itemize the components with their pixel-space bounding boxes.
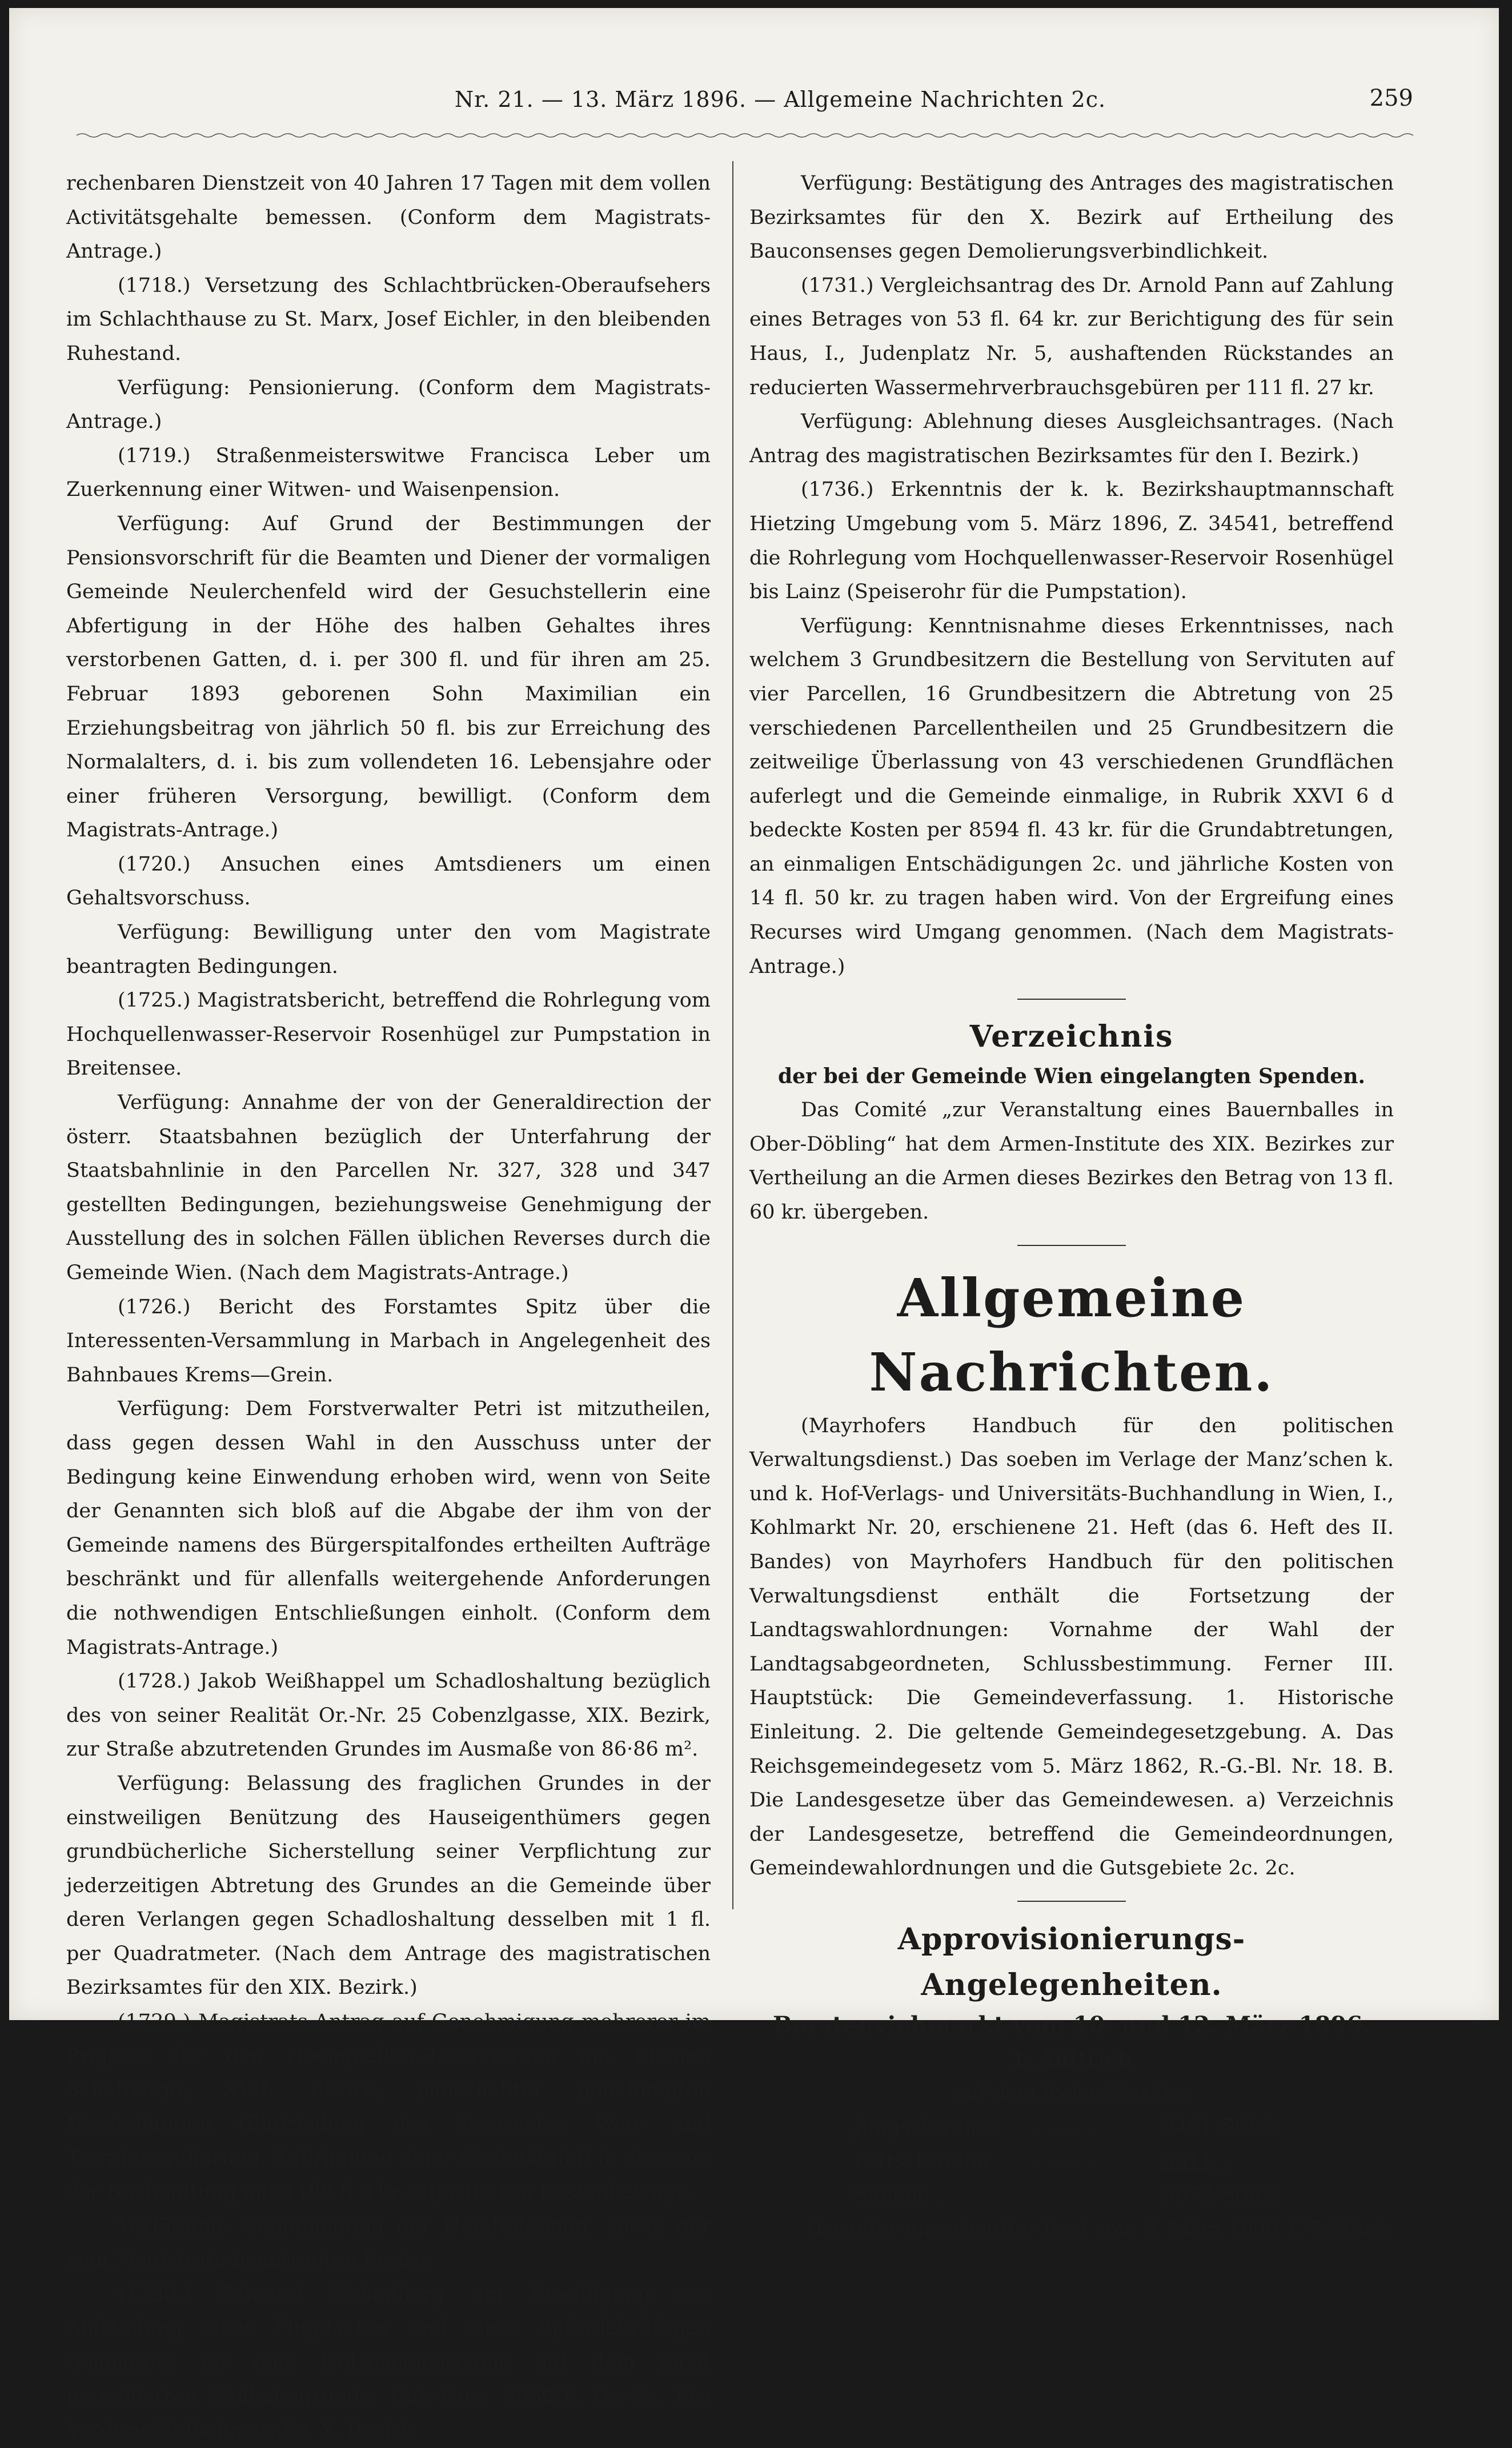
- paragraph: Verfügung: Pensionierung. (Conform dem Magistrats-Antrage.): [66, 376, 711, 434]
- sum-unit: Stück: [1221, 2183, 1280, 2207]
- running-head: Nr. 21. — 13. März 1896. — Allgemeine Nachrichten 2c.: [454, 87, 1106, 112]
- item-unit: Stück: [1221, 2116, 1280, 2139]
- donations-title: Verzeichnis: [969, 1019, 1174, 1055]
- left-column: [66, 167, 711, 2448]
- list-item: [749, 2145, 1394, 2179]
- item-dots: ......: [1036, 2149, 1095, 2173]
- paragraph: rechenbaren Dienstzeit von 40 Jahren 17 Tagen mit dem vollen Activitätsgehalte bemessen. (Conform dem Magistrats-Antrage.): [66, 172, 711, 263]
- paragraph: (1729.) Magistrats-Antrag auf Genehmigung mehrerer im Projecte für den Hochquellen-Reservoirbau am Kleinen Schafberge, XVII. Bezirk, pauschaliter genehmigten Herstellungen (Einfriedung des Reservoirs, Weg- und Terrainregulierung, Anbringung einer Gedenktafel) in dem von der Buchhaltung mit 4480 fl 6 kr. adjustierten Kostenbetrage.: [66, 2010, 711, 2204]
- sum-value: 9072: [1162, 2183, 1213, 2207]
- section-divider: [1017, 1901, 1126, 1902]
- item-label: Fettschweine: [853, 2149, 989, 2173]
- paragraph: (1726.) Bericht des Forstamtes Spitz über die Interessenten-Versammlung in Marbach in Angelegenheit des Bahnbaues Krems—Grein.: [66, 1295, 711, 1387]
- paragraph: Verfügung: Annahme der von der Generaldirection der österr. Staatsbahnen bezüglich der Unterfahrung der Staatsbahnlinie in den Parcellen Nr. 327, 328 und 347 gestellten Bedingungen, beziehungsweise Genehmigung der Ausstellung des in solchen Fällen üblichen Reverses durch die Gemeinde Wien. (Nach dem Magistrats-Antrage.): [66, 1091, 711, 1284]
- list-item: [749, 2110, 1394, 2145]
- newspaper-page: [9, 8, 1499, 2442]
- sum-label: Summa .: [853, 2183, 943, 2207]
- paragraph: (1736.) Erkenntnis der k. k. Bezirkshauptmannschaft Hietzing Umgebung vom 5. März 1896, Z. 34541, betreffend die Rohrlegung vom Hochquellenwasser-Reservoir Rosenhügel bis Lainz (Speiserohr für die Pumpstation).: [749, 478, 1394, 604]
- remainder-note: Darunter unverkaufter Rest vom 5. März 1896 175 Stück.: [805, 2217, 1394, 2241]
- paragraph: (1720.) Ansuchen eines Amtsdieners um einen Gehaltsvorschuss.: [66, 852, 711, 910]
- column-divider: [732, 161, 733, 1909]
- paragraph: Verfügung: Dem Forstverwalter Petri ist mitzutheilen, dass gegen dessen Wahl in den Ausschuss unter der Bedingung keine Einwendung erhoben wird, wenn von Seite der Genannten sich bloß auf die Abgabe der ihm von der Gemeinde namens des Bürgerspitalfondes ertheilten Aufträge beschränkt und für allenfalls weitergehende Anforderungen die nothwendigen Entschließungen einholt. (Conform dem Magistrats-Antrage.): [66, 1397, 711, 1659]
- header-wavy-rule: [77, 131, 1419, 139]
- page-number: 259: [1369, 85, 1413, 111]
- paragraph: Verfügung: Genehmigung der Herstellungen, sowie der vom Magistrate beantragten Preise.: [66, 2214, 711, 2272]
- item-value: 3461: [1162, 2116, 1213, 2139]
- section-divider: [1017, 1245, 1126, 1246]
- provisioning-section: 1. Auftrieb: [1011, 2047, 1132, 2071]
- paragraph: Verfügung: Bestätigung des Antrages des magistratischen Bezirksamtes für den X. Bezirk auf Ertheilung des Bauconsenses gegen Demolierungsverbindlichkeit.: [749, 172, 1394, 263]
- item-unit: „: [1221, 2149, 1232, 2173]
- paragraph: Verfügung: Ablehnung dieses Ausgleichsantrages. (Nach Antrag des magistratischen Bezirksamtes für den I. Bezirk.): [749, 410, 1394, 467]
- paragraph: Verfügung: Belassung des fraglichen Grundes in der einstweiligen Benützung des Hauseigenthümers gegen grundbücherliche Sicherstellung seiner Verpflichtung zur jederzeitigen Abtretung des Grundes an die Gemeinde über deren Verlangen gegen Schadloshaltung desselben mit 1 fl. per Quadratmeter. (Nach dem Antrage des magistratischen Bezirksamtes für den XIX. Bezirk.): [66, 1772, 711, 2000]
- right-column: [749, 167, 1394, 2247]
- item-dots: ......: [1036, 2116, 1095, 2139]
- paragraph: (1728.) Jakob Weißhappel um Schadloshaltung bezüglich des von seiner Realität Or.-Nr. 25 Cobenzlgasse, XIX. Bezirk, zur Straße abzutretenden Grundes im Ausmaße von 86·86 m².: [66, 1670, 711, 1761]
- news-title: Allgemeine Nachrichten.: [869, 1267, 1274, 1403]
- paragraph: (1730.) Edmund Sickenberg um Bewilligung zur Aufstellung eines Flugdaches und eines 8pferdekräftigen Gasmotors für eine Holzhackmaschine auf dem nicht parcellierten Südbahngrunde, Cat.-Parc. 2050/1, Or.-Nr. 11a Vordere Südbahnstraße, X. Bezirk.: [66, 2282, 711, 2442]
- paragraph: (1725.) Magistratsbericht, betreffend die Rohrlegung vom Hochquellenwasser-Reservoir Rosenhügel zur Pumpstation in Breitensee.: [66, 989, 711, 1080]
- paragraph: (1718.) Versetzung des Schlachtbrücken-Oberaufsehers im Schlachthause zu St. Marx, Josef Eichler, in den bleibenden Ruhestand.: [66, 274, 711, 365]
- donations-text: Das Comité „zur Veranstaltung eines Bauernballes in Ober-Döbling“ hat dem Armen-Institute des XIX. Bezirkes zur Vertheilung an die Armen dieses Bezirkes den Betrag von 13 fl. 60 kr. übergeben.: [749, 1099, 1394, 1224]
- paragraph: Verfügung: Bewilligung unter den vom Magistrate beantragten Bedingungen.: [66, 921, 711, 978]
- section-divider: [1017, 999, 1126, 1000]
- donations-subtitle: der bei der Gemeinde Wien eingelangten Spenden.: [777, 1064, 1366, 1089]
- paragraph: (1731.) Vergleichsantrag des Dr. Arnold Pann auf Zahlung eines Betrages von 53 fl. 64 kr. zur Berichtigung des für sein Haus, I., Judenplatz Nr. 5, aushaftenden Rückstandes an reducierten Wassermehrverbrauchsgebüren per 111 fl. 27 kr.: [749, 274, 1394, 399]
- item-value: 5611: [1162, 2149, 1213, 2173]
- provisioning-subtitle: Borstenviehmarkt vom 10. und 12. März 1896.: [773, 2011, 1370, 2038]
- item-label: Jungschweine: [853, 2116, 994, 2139]
- paragraph: (1719.) Straßenmeisterswitwe Francisca Leber um Zuerkennung einer Witwen- und Waisenpension.: [66, 444, 711, 502]
- sum-row: [749, 2178, 1394, 2213]
- paragraph: Verfügung: Kenntnisnahme dieses Erkenntnisses, nach welchem 3 Grundbesitzern die Bestellung von Servituten auf vier Parcellen, 16 Grundbesitzern die Abtretung von 25 verschiedenen Parcellentheilen und 25 Grundbesitzern die zeitweilige Überlassung von 43 verschiedenen Grundflächen auferlegt und die Gemeinde einmalige, in Rubrik XXVI 6 d bedeckte Kosten per 8594 fl. 43 kr. für die Grundabtretungen, an einmaligen Entschädigungen 2c. und jährliche Kosten von 14 fl. 50 kr. zu tragen haben wird. Von der Ergreifung eines Recurses wird Umgang genommen. (Nach dem Magistrats-Antrage.): [749, 614, 1394, 978]
- news-text: (Mayrhofers Handbuch für den politischen Verwaltungsdienst.) Das soeben im Verlage der Manz’schen k. und k. Hof-Verlags- und Universitäts-Buchhandlung in Wien, I., Kohlmarkt Nr. 20, erschienene 21. Heft (das 6. Heft des II. Bandes) von Mayrhofers Handbuch für den politischen Verwaltungsdienst enthält die Fortsetzung der Landtagswahlordnungen: Vornahme der Wahl der Landtagsabgeordneten, Schlussbestimmung. Ferner III. Hauptstück: Die Gemeindeverfassung. 1. Historische Einleitung. 2. Die geltende Gemeindegesetzgebung. A. Das Reichsgemeindegesetz vom 5. März 1862, R.-G.-Bl. Nr. 18. B. Die Landesgesetze über das Gemeindewesen. a) Verzeichnis der Landesgesetze, betreffend die Gemeindeordnungen, Gemeindewahlordnungen und die Gutsgebiete 2c. 2c.: [749, 1414, 1394, 1880]
- provisioning-title: Approvisionierungs-Angelegenheiten.: [897, 1921, 1246, 2002]
- provisioning-section-sub: auf dem freien Markte:: [953, 2081, 1190, 2105]
- paragraph: Verfügung: Auf Grund der Bestimmungen der Pensionsvorschrift für die Beamten und Diener der vormaligen Gemeinde Neulerchenfeld wird der Gesuchstellerin eine Abfertigung in der Höhe des halben Gehaltes ihres verstorbenen Gatten, d. i. per 300 fl. und für ihren am 25. Februar 1893 geborenen Sohn Maximilian ein Erziehungsbeitrag von jährlich 50 fl. bis zur Erreichung des Normalalters, d. i. bis zum vollendeten 16. Lebensjahre oder einer früheren Versorgung, bewilligt. (Conform dem Magistrats-Antrage.): [66, 512, 711, 842]
